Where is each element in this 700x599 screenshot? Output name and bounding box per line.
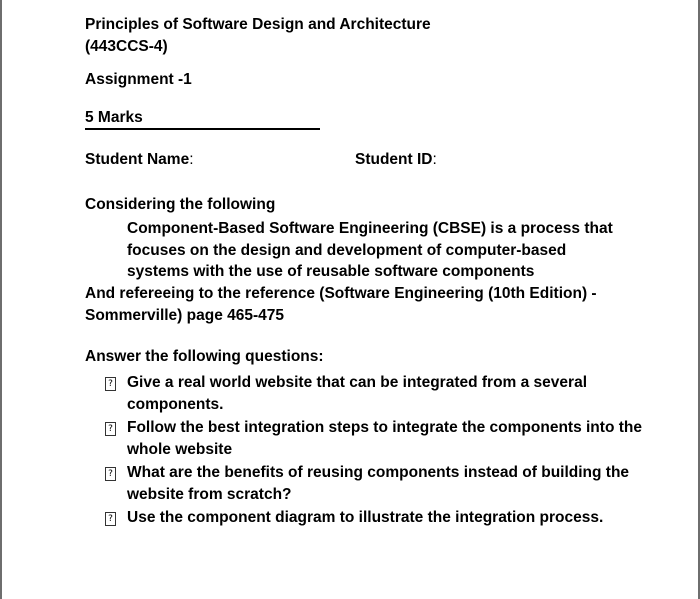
student-name-field: [85, 151, 194, 169]
reference-text: And refereeing to the reference (Software Engineering (10th Edition) - Sommerville) page 465-475: [85, 285, 597, 324]
cbse-description: Component-Based Software Engineering (CBSE) is a process that focuses on the design and development of computer-based systems with the use of reusable software components: [127, 220, 613, 280]
question-list: [105, 372, 645, 530]
page-border-left: [0, 0, 2, 599]
question-item: [105, 507, 645, 529]
question-item: [105, 462, 645, 506]
question-item: [105, 417, 645, 461]
student-id-field: [355, 151, 437, 169]
student-id-colon: :: [432, 151, 437, 168]
question-bullet-icon: ?: [105, 512, 116, 526]
answer-intro: Answer the following questions:: [85, 348, 324, 365]
question-text: Follow the best integration steps to integrate the components into the whole website: [127, 419, 642, 458]
student-name-label: Student Name: [85, 151, 190, 168]
question-text: Use the component diagram to illustrate the integration process.: [127, 509, 604, 526]
marks-underline: [85, 128, 320, 130]
question-text: Give a real world website that can be integrated from a several components.: [127, 374, 587, 413]
question-bullet-icon: ?: [105, 422, 116, 436]
question-bullet-icon: ?: [105, 467, 116, 481]
considering-intro: Considering the following: [85, 196, 276, 213]
document-header: [85, 14, 645, 58]
marks-label: 5 Marks: [85, 109, 143, 126]
assignment-title: Assignment -1: [85, 71, 192, 88]
course-code: (443CCS-4): [85, 38, 168, 55]
question-text: What are the benefits of reusing components instead of building the website from scratch?: [127, 464, 630, 503]
course-title: Principles of Software Design and Architecture: [85, 16, 431, 33]
question-item: [105, 372, 645, 416]
question-bullet-icon: ?: [105, 377, 116, 391]
student-id-label: Student ID: [355, 151, 433, 168]
student-name-colon: :: [189, 151, 194, 168]
